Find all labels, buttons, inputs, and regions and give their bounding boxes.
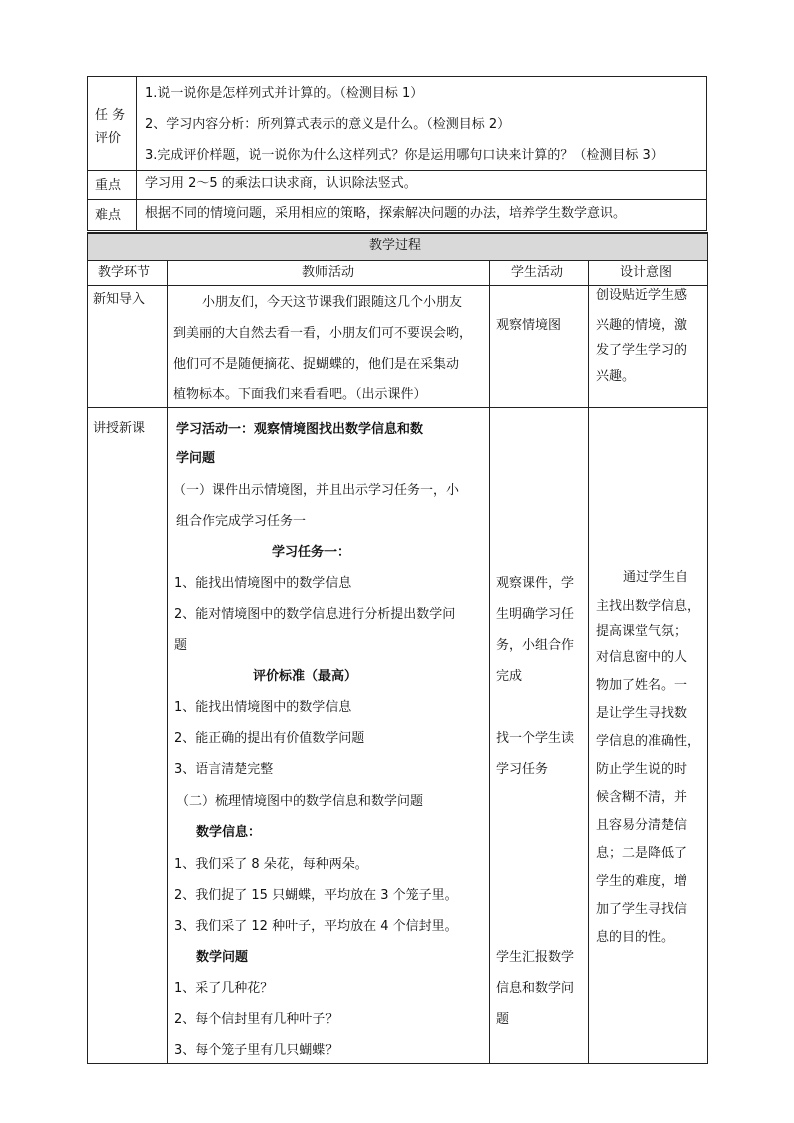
row2-intent-line: 学信息的准确性， [596,734,701,749]
table-border [167,260,168,1064]
table-border [489,260,490,1064]
info-item: 3、我们采了 12 种叶子，平均放在 4 个信封里。 [174,919,458,934]
row2-student-line: 学生汇报数学 [496,950,575,965]
process-title: 教学过程 [369,238,422,253]
row2-student-line: 学习任务 [496,762,549,777]
row2-stage: 讲授新课 [93,421,146,436]
row2-intent-line: 加了学生寻找信 [596,902,688,917]
header-stage: 教学环节 [98,265,151,280]
question-item: 2、每个信封里有几种叶子？ [174,1012,339,1027]
task-eval-item: 1.说一说你是怎样列式并计算的。（检测目标 1） [145,86,424,101]
criteria-item: 2、能正确的提出有价值数学问题 [174,731,365,746]
row1-teacher-line: 植物标本。下面我们来看看吧。（出示课件） [173,387,427,402]
table-border [87,232,708,234]
key-point-label: 重点 [95,178,122,193]
criteria-item: 3、语言清楚完整 [174,762,274,777]
table-border [87,199,707,200]
row2-intent-line: 物加了姓名。一 [596,678,688,693]
table-border [87,76,88,231]
task-item: 2、能对情境图中的数学信息进行分析提出数学问 [174,607,456,622]
row2-intent-line: 主找出数学信息， [596,599,701,614]
row2-intent-line: 防止学生说的时 [596,762,688,777]
task-eval-item: 2、学习内容分析：所列算式表示的意义是什么。（检测目标 2） [145,117,511,132]
table-border [136,76,137,231]
task-item: 题 [174,638,188,653]
row2-intent-line: 通过学生自 [623,570,689,585]
activity-title: 学问题 [176,451,216,466]
table-border [706,76,707,231]
row2-student-line: 信息和数学问 [496,981,575,996]
part1-text: 组合作完成学习任务一 [176,514,307,529]
criteria-title: 评价标准（最高） [253,669,358,684]
row1-student: 观察情境图 [496,318,562,333]
row2-intent-line: 对信息窗中的人 [596,650,688,665]
header-intent: 设计意图 [620,265,673,280]
info-item: 2、我们捉了 15 只蝴蝶，平均放在 3 个笼子里。 [174,888,458,903]
row1-teacher-line: 小朋友们，今天这节课我们跟随这几个小朋友 [202,295,463,310]
task-eval-item: 3.完成评价样题，说一说你为什么这样列式？你是运用哪句口诀来计算的？（检测目标 3） [145,148,664,163]
row2-intent-line: 是让学生寻找数 [596,706,688,721]
header-teacher: 教师活动 [302,265,355,280]
table-border [87,232,88,1064]
row2-student-line: 务，小组合作 [496,638,575,653]
row1-intent-line: 发了学生学习的 [596,343,688,358]
row1-intent-line: 创设贴近学生感 [596,288,688,303]
criteria-item: 1、能找出情境图中的数学信息 [174,700,352,715]
row1-teacher-line: 他们可不是随便摘花、捉蝴蝶的，他们是在采集动 [173,357,460,372]
table-border [87,260,708,261]
difficulty-text: 根据不同的情境问题，采用相应的策略，探索解决问题的办法，培养学生数学意识。 [145,206,627,221]
question-item: 3、每个笼子里有几只蝴蝶？ [174,1043,339,1058]
task-eval-label: 任 务 [95,108,126,123]
task-item: 1、能找出情境图中的数学信息 [174,576,352,591]
task-title: 学习任务一： [272,545,351,560]
table-border [87,170,707,171]
row2-intent-line: 候含糊不清，并 [596,790,688,805]
question-item: 1、采了几种花？ [174,981,274,996]
row1-intent-line: 兴趣的情境，激 [596,318,688,333]
difficulty-label: 难点 [95,208,122,223]
row2-student-line: 生明确学习任 [496,607,575,622]
row2-intent-line: 息的目的性。 [596,930,675,945]
row2-student-line: 题 [496,1012,510,1027]
row1-intent-line: 兴趣。 [596,369,636,384]
row2-student-line: 找一个学生读 [496,731,575,746]
activity-title: 学习活动一：观察情境图找出数学信息和数 [176,422,424,437]
part2-text: （二）梳理情境图中的数学信息和数学问题 [176,794,424,809]
info-item: 1、我们采了 8 朵花，每种两朵。 [174,857,368,872]
row1-stage: 新知导入 [93,292,146,307]
part1-text: （一）课件出示情境图，并且出示学习任务一，小 [173,483,460,498]
row2-student-line: 完成 [496,669,523,684]
row2-student-line: 观察课件，学 [496,576,575,591]
row2-intent-line: 息；二是降低了 [596,846,688,861]
table-border [87,230,707,231]
table-border [87,285,708,286]
table-border [87,407,708,408]
info-title: 数学信息： [196,825,262,840]
key-point-text: 学习用 2～5 的乘法口诀求商，认识除法竖式。 [145,176,417,191]
table-border [707,232,708,1064]
row1-teacher-line: 到美丽的大自然去看一看，小朋友们可不要误会哟， [173,326,473,341]
table-border [87,76,707,77]
task-eval-label: 评价 [95,131,122,146]
table-border [87,1063,708,1064]
header-student: 学生活动 [511,265,564,280]
row2-intent-line: 提高课堂气氛； [596,624,688,639]
row2-intent-line: 学生的难度，增 [596,874,688,889]
question-title: 数学问题 [196,950,249,965]
row2-intent-line: 且容易分清楚信 [596,818,688,833]
table-border [588,260,589,1064]
